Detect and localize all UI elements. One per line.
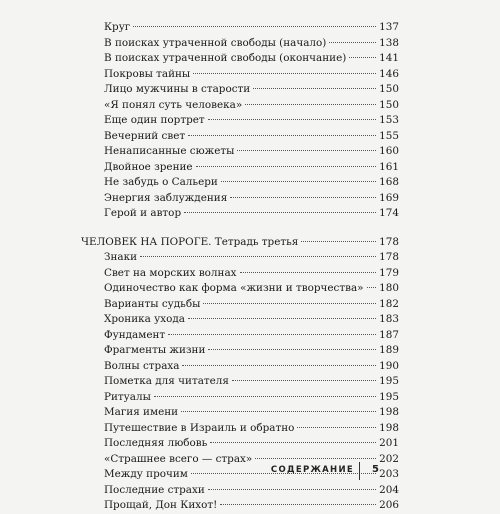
toc-entry-page: 182 — [379, 297, 399, 310]
toc-entry — [81, 343, 399, 359]
dot-leader — [349, 57, 376, 58]
toc-entry — [81, 206, 399, 222]
toc-entry — [81, 20, 399, 36]
toc-entry — [81, 51, 399, 67]
dot-leader — [208, 349, 376, 350]
dot-leader — [140, 256, 376, 257]
toc-entry — [81, 436, 399, 452]
toc-entry — [81, 374, 399, 390]
toc-entry-title: В поисках утраченной свободы (окончание) — [104, 52, 347, 64]
toc-entry-title: Не забудь о Сальери — [104, 176, 218, 188]
toc-entry — [81, 129, 399, 145]
toc-entry-title: Ненаписанные сюжеты — [104, 145, 235, 157]
part2-entries — [81, 20, 399, 222]
toc-entry — [81, 483, 399, 499]
toc-entry — [81, 175, 399, 191]
toc-entry-title: Двойное зрение — [104, 160, 193, 173]
toc-entry-title: Волны страха — [104, 359, 180, 372]
toc-entry — [81, 144, 399, 160]
dot-leader — [245, 104, 376, 105]
dot-leader — [193, 73, 376, 74]
section-gap — [81, 222, 399, 235]
toc-entry-title: Фрагменты жизни — [104, 344, 206, 356]
dot-leader — [203, 303, 376, 304]
toc-entry-title: Покровы тайны — [104, 67, 191, 80]
toc-entry-title: Пометка для читателя — [104, 375, 229, 387]
toc-entry-title: Варианты судьбы — [104, 297, 201, 310]
dot-leader — [232, 380, 376, 381]
toc-entry-page: 150 — [379, 98, 399, 111]
toc-entry-title: В поисках утраченной свободы (начало) — [104, 36, 327, 49]
toc-entry — [81, 328, 399, 344]
toc-entry — [81, 359, 399, 375]
footer-divider — [359, 462, 360, 480]
toc-entry-page: 146 — [379, 67, 399, 80]
toc-entry — [81, 191, 399, 207]
toc-entry-title: Круг — [104, 21, 131, 33]
toc-entry-title: Фундамент — [104, 328, 166, 341]
toc-entry-page: 204 — [379, 483, 399, 496]
toc-entry-page: 150 — [379, 83, 399, 95]
dot-leader — [154, 396, 376, 397]
toc-entry-page: 187 — [379, 328, 399, 341]
dot-leader — [230, 197, 376, 198]
toc-entry-page: 201 — [379, 437, 399, 449]
toc-entry-page: 178 — [379, 251, 399, 263]
toc-entry-page: 195 — [379, 375, 399, 387]
dot-leader — [168, 334, 376, 335]
toc-entry-page: 141 — [379, 52, 399, 64]
section-heading-part3 — [81, 235, 399, 251]
page-number: 5 — [372, 464, 379, 475]
toc-entry-page: 195 — [379, 390, 399, 403]
toc-entry — [81, 297, 399, 313]
dot-leader — [208, 489, 376, 490]
toc-entry-page: 183 — [379, 313, 399, 325]
toc-entry-page: 203 — [379, 468, 399, 480]
toc-entry-title: Магия имени — [104, 406, 179, 418]
toc-entry-page: 160 — [379, 145, 399, 157]
toc-entry-page: 168 — [379, 176, 399, 188]
dot-leader — [253, 88, 376, 89]
toc-entry-title: Вечерний свет — [104, 129, 186, 142]
toc-entry-page: 169 — [379, 191, 399, 204]
toc-entry-title: Свет на морских волнах — [104, 266, 237, 279]
toc-entry-title: Последние страхи — [104, 483, 205, 496]
toc-entry-title: «Страшнее всего — страх» — [104, 452, 253, 465]
toc-entry — [81, 160, 399, 176]
toc-entry-title: Последняя любовь — [104, 437, 208, 449]
toc-entry — [81, 113, 399, 129]
toc-entry-title: «Я понял суть человека» — [104, 98, 243, 111]
toc-entry — [81, 498, 399, 514]
toc-entry — [81, 390, 399, 406]
dot-leader — [301, 241, 376, 242]
dot-leader — [196, 166, 377, 167]
toc-entry — [81, 82, 399, 98]
dot-leader — [240, 272, 377, 273]
toc-entry-title: Одиночество как форма «жизни и творчества» — [104, 282, 364, 294]
toc-entry — [81, 266, 399, 282]
toc-entry-page: 153 — [379, 114, 399, 126]
toc-entry-page: 137 — [379, 21, 399, 33]
dot-leader — [181, 411, 376, 412]
toc-entry-page: 155 — [379, 129, 399, 142]
dot-leader — [182, 365, 376, 366]
toc-entry-title: Путешествие в Израиль и обратно — [104, 421, 295, 434]
toc-entry-title: Ритуалы — [104, 390, 151, 403]
toc-entry-page: 202 — [379, 452, 399, 465]
dot-leader — [133, 26, 376, 27]
toc-entry-title: Знаки — [104, 251, 138, 263]
toc-entry-title: Лицо мужчины в старости — [104, 83, 251, 95]
dot-leader — [255, 458, 376, 459]
toc-entry-page: 138 — [379, 36, 399, 49]
toc-entry-title: Энергия заблуждения — [104, 191, 228, 204]
toc-entry-title: Прощай, Дон Кихот! — [104, 499, 218, 511]
section-heading-page: 178 — [379, 235, 399, 248]
toc-entry-page: 190 — [379, 359, 399, 372]
dot-leader — [210, 442, 376, 443]
toc-entry — [81, 405, 399, 421]
toc-entry-page: 161 — [379, 160, 399, 173]
toc-entry-title: Между прочим — [104, 468, 188, 480]
toc-entry-page: 206 — [379, 499, 399, 511]
toc-entry — [81, 67, 399, 83]
toc-entry-title: Еще один портрет — [104, 114, 205, 126]
toc-entry-title: Герой и автор — [104, 207, 182, 219]
toc-entry-page: 198 — [379, 406, 399, 418]
dot-leader — [220, 504, 376, 505]
toc-entry-page: 189 — [379, 344, 399, 356]
page-footer — [0, 460, 500, 484]
toc-entry — [81, 98, 399, 114]
toc-entry — [81, 281, 399, 297]
dot-leader — [184, 212, 376, 213]
toc-entry — [81, 312, 399, 328]
dot-leader — [208, 119, 377, 120]
toc-entry — [81, 36, 399, 52]
running-footer-label: СОДЕРЖАНИЕ — [270, 465, 354, 475]
dot-leader — [221, 181, 376, 182]
toc-entry — [81, 421, 399, 437]
toc-entry-title: Хроника ухода — [104, 313, 185, 325]
table-of-contents — [81, 20, 399, 514]
section-heading-title: ЧЕЛОВЕК НА ПОРОГЕ. Тетрадь третья — [81, 235, 299, 248]
toc-entry — [81, 250, 399, 266]
dot-leader — [329, 42, 376, 43]
dot-leader — [237, 150, 376, 151]
toc-entry-page: 180 — [379, 282, 399, 294]
toc-entry-page: 198 — [379, 421, 399, 434]
dot-leader — [188, 135, 376, 136]
dot-leader — [297, 427, 376, 428]
toc-entry-page: 179 — [379, 266, 399, 279]
toc-entry-page: 174 — [379, 207, 399, 219]
dot-leader — [188, 318, 376, 319]
dot-leader — [367, 287, 377, 288]
